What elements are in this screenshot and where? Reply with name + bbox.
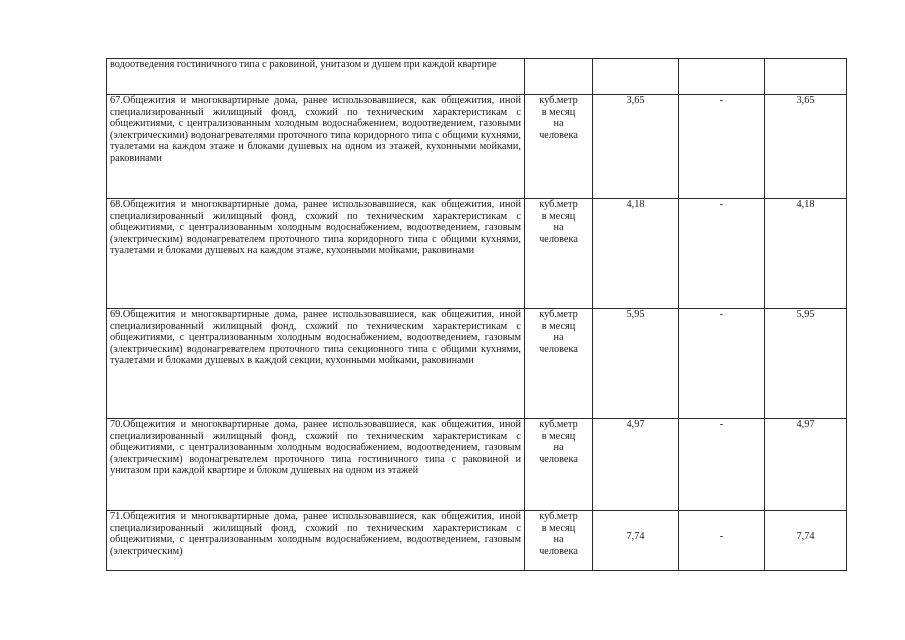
row-value-a: 4,97 <box>593 419 679 511</box>
unit-line: человека <box>539 453 578 465</box>
unit-line: на <box>553 534 564 545</box>
row-value-a: 3,65 <box>593 95 679 199</box>
row-value-total: 4,97 <box>765 419 847 511</box>
unit-line: в месяц <box>541 106 576 118</box>
row-unit <box>525 309 593 419</box>
row-value-b: - <box>679 95 765 199</box>
unit-line: в месяц <box>541 210 576 222</box>
unit-line: куб.метр <box>539 309 578 320</box>
row-value-total: 5,95 <box>765 309 847 419</box>
unit-line: куб.метр <box>539 419 578 430</box>
row-description: водоотведения гостиничного типа с раковиной, унитазом и душем при каждой квартире <box>107 59 525 95</box>
row-value-a <box>593 59 679 95</box>
unit-line: человека <box>539 129 578 141</box>
row-value-b <box>679 59 765 95</box>
table-row <box>107 419 847 511</box>
unit-line: на <box>553 332 564 343</box>
unit-line: человека <box>539 343 578 355</box>
table-row <box>107 95 847 199</box>
table-row <box>107 511 847 571</box>
unit-line: на <box>553 442 564 453</box>
unit-line: куб.метр <box>539 511 578 522</box>
unit-line: в месяц <box>541 430 576 442</box>
row-value-b: - <box>679 511 765 571</box>
unit-line: в месяц <box>541 522 576 534</box>
tariff-table <box>106 58 847 571</box>
table-row <box>107 199 847 309</box>
row-unit <box>525 95 593 199</box>
row-unit <box>525 511 593 571</box>
row-value-total: 4,18 <box>765 199 847 309</box>
row-description: 69.Общежития и многоквартирные дома, ранее использовавшиеся, как общежития, иной специализированный жилищный фонд, схожий по техническим характеристикам с общежитиями, с централизованным холодным водоснабжением, водоотведением, газовым (электрическим) водонагревателем проточного типа секционного типа с общими кухнями, туалетами и блоками душевых в каждой секции, кухонными мойками, раковинами <box>107 309 525 419</box>
row-value-a: 4,18 <box>593 199 679 309</box>
unit-line: на <box>553 222 564 233</box>
table-row <box>107 309 847 419</box>
row-value-a: 7,74 <box>593 511 679 571</box>
row-unit <box>525 419 593 511</box>
unit-line: человека <box>539 233 578 245</box>
row-value-b: - <box>679 199 765 309</box>
row-value-b: - <box>679 419 765 511</box>
row-unit <box>525 59 593 95</box>
unit-line: куб.метр <box>539 95 578 106</box>
row-value-total: 3,65 <box>765 95 847 199</box>
unit-line: в месяц <box>541 320 576 332</box>
row-value-a: 5,95 <box>593 309 679 419</box>
row-unit <box>525 199 593 309</box>
unit-line: человека <box>539 545 578 557</box>
row-value-total <box>765 59 847 95</box>
row-description: 71.Общежития и многоквартирные дома, ранее использовавшиеся, как общежития, иной специализированный жилищный фонд, схожий по техническим характеристикам с общежитиями, с централизованным холодным водоснабжением, водоотведением, газовым (электрическим) <box>107 511 525 571</box>
row-value-b: - <box>679 309 765 419</box>
row-description: 67.Общежития и многоквартирные дома, ранее использовавшиеся, как общежития, иной специализированный жилищный фонд, схожий по техническим характеристикам с общежитиями, с централизованным холодным водоснабжением, водоотведением, газовыми (электрическими) водонагревателями проточного типа коридорного типа с общими кухнями, туалетами на каждом этаже и блоками душевых на одном из этажей, кухонными мойками, раковинами <box>107 95 525 199</box>
row-description: 70.Общежития и многоквартирные дома, ранее использовавшиеся, как общежития, иной специализированный жилищный фонд, схожий по техническим характеристикам с общежитиями, с централизованным холодным водоснабжением, водоотведением, газовым (электрическим) водонагревателем проточного типа гостиничного типа с раковиной и унитазом при каждой квартире и блоком душевых на одном из этажей <box>107 419 525 511</box>
table-row <box>107 59 847 95</box>
unit-line: на <box>553 118 564 129</box>
row-description: 68.Общежития и многоквартирные дома, ранее использовавшиеся, как общежития, иной специализированный жилищный фонд, схожий по техническим характеристикам с общежитиями, с централизованным холодным водоснабжением, водоотведением, газовым (электрическим) водонагревателем проточного типа коридорного типа с общими кухнями, туалетами и блоками душевых на каждом этаже, кухонными мойками, раковинами <box>107 199 525 309</box>
unit-line: куб.метр <box>539 199 578 210</box>
row-value-total: 7,74 <box>765 511 847 571</box>
